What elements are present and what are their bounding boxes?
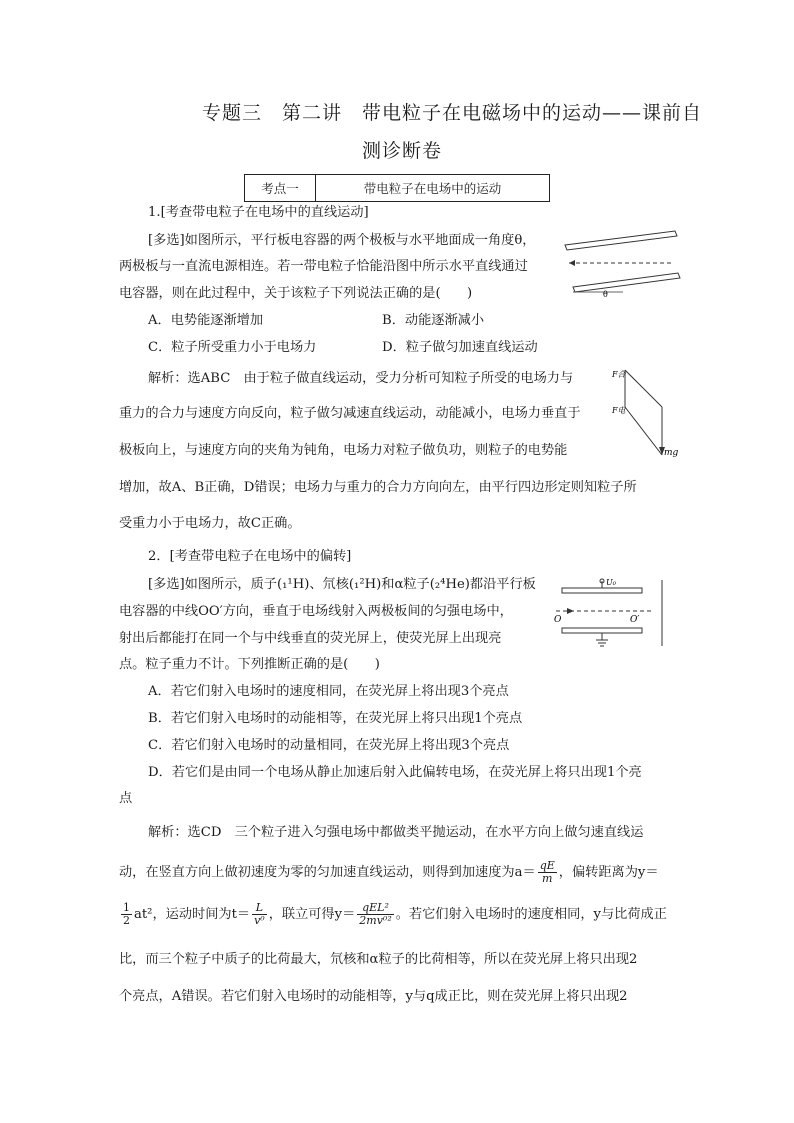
q2-analysis-line: 比，而三个粒子中质子的比荷最大，氘核和α粒子的比荷相等，所以在荧光屏上将只出现2	[119, 952, 638, 967]
topic-name: 带电粒子在电场中的运动	[363, 181, 502, 196]
theta-label: θ	[603, 290, 608, 299]
f-combined-label: F合	[612, 370, 626, 379]
o-label: O	[554, 615, 562, 625]
f-electric-label: F电	[612, 406, 626, 415]
q2-analysis-line: 动，在竖直方向上做初速度为零的匀加速直线运动，则得到加速度为a＝ $\frac{qE}{m}$ ，偏转距离为y＝	[119, 859, 659, 885]
q2-analysis-line: 个亮点，A错误。若它们射入电场时的动能相等，y与q成正比，则在荧光屏上将只出现2	[119, 989, 628, 1004]
q2-stem-line: [多选]如图所示，质子(₁¹H)、氘核(₁²H)和α粒子(₂⁴He)都沿平行板	[148, 577, 536, 592]
o-prime-label: O′	[630, 615, 640, 625]
q2-heading: 2．[考查带电粒子在电场中的偏转]	[148, 549, 352, 564]
q1-option-d: D．粒子做匀加速直线运动	[382, 340, 538, 355]
q2-option-b: B．若它们射入电场时的动能相等，在荧光屏上将只出现1个亮点	[148, 711, 523, 726]
q1-analysis-line: 解析：选ABC 由于粒子做直线运动，受力分析可知粒子所受的电场力与	[148, 371, 574, 386]
q1-capacitor-figure	[563, 225, 683, 300]
q1-stem-line: [多选]如图所示，平行板电容器的两个极板与水平地面成一角度θ，	[148, 233, 536, 248]
topic-table	[244, 174, 550, 202]
q2-stem-line: 电容器的中线OO′方向，垂直于电场线射入两极板间的匀强电场中，	[119, 604, 513, 619]
q2-option-a: A．若它们射入电场时的速度相同，在荧光屏上将出现3个亮点	[148, 684, 509, 699]
q1-stem-line: 两极板与一直流电源相连。若一带电粒子恰能沿图中所示水平直线通过	[119, 259, 528, 274]
voltage-label: U₀	[606, 578, 616, 587]
q1-force-diagram	[610, 365, 680, 460]
page-title: 专题三 第二讲 带电粒子在电磁场中的运动——课前自	[201, 102, 702, 124]
q1-option-c: C．粒子所受重力小于电场力	[148, 340, 317, 355]
q1-analysis-line: 重力的合力与速度方向反向，粒子做匀减速直线运动，动能减小，电场力垂直于	[119, 406, 581, 421]
topic-label: 考点一	[245, 175, 316, 201]
q2-option-d: D．若它们是由同一个电场从静止加速后射入此偏转电场，在荧光屏上将只出现1个亮	[148, 765, 642, 780]
page-title-cont: 测诊断卷	[361, 140, 442, 162]
q2-stem-line: 射出后都能打在同一个与中线垂直的荧光屏上，使荧光屏上出现亮	[119, 631, 502, 646]
q2-analysis-line: $\frac{1}{2}$ at²，运动时间为t＝ $\frac{L}{\text{v⁰}}$ ，联立可得y＝ $\frac{\text{qEL²}}{\text{2mv⁰²}}$ 。若它们射入电场时的速度相同，y与比荷成正	[123, 901, 667, 927]
q2-analysis-line: 解析：选CD 三个粒子进入匀强电场中都做类平抛运动，在水平方向上做匀速直线运	[148, 825, 644, 840]
q1-option-b: B．动能逐渐减小	[382, 313, 485, 328]
gravity-label: mg	[664, 448, 679, 458]
q2-stem-line: 点。粒子重力不计。下列推断正确的是( )	[119, 657, 380, 672]
q1-analysis-line: 极板向上，与速度方向的夹角为钝角，电场力对粒子做负功，则粒子的电势能	[119, 443, 568, 458]
q2-option-c: C．若它们射入电场时的动量相同，在荧光屏上将出现3个亮点	[148, 738, 510, 753]
q1-analysis-line: 受重力小于电场力，故C正确。	[119, 516, 301, 531]
q1-analysis-line: 增加，故A、B正确，D错误；电场力与重力的合力方向向左，由平行四边形定则知粒子所	[119, 480, 637, 495]
q2-option-d-cont: 点	[119, 791, 133, 806]
q1-stem-line: 电容器，则在此过程中，关于该粒子下列说法正确的是( )	[119, 286, 473, 301]
q1-heading: 1.[考查带电粒子在电场中的直线运动]	[148, 205, 369, 220]
q1-option-a: A．电势能逐渐增加	[148, 313, 264, 328]
q2-deflection-figure	[552, 578, 672, 648]
